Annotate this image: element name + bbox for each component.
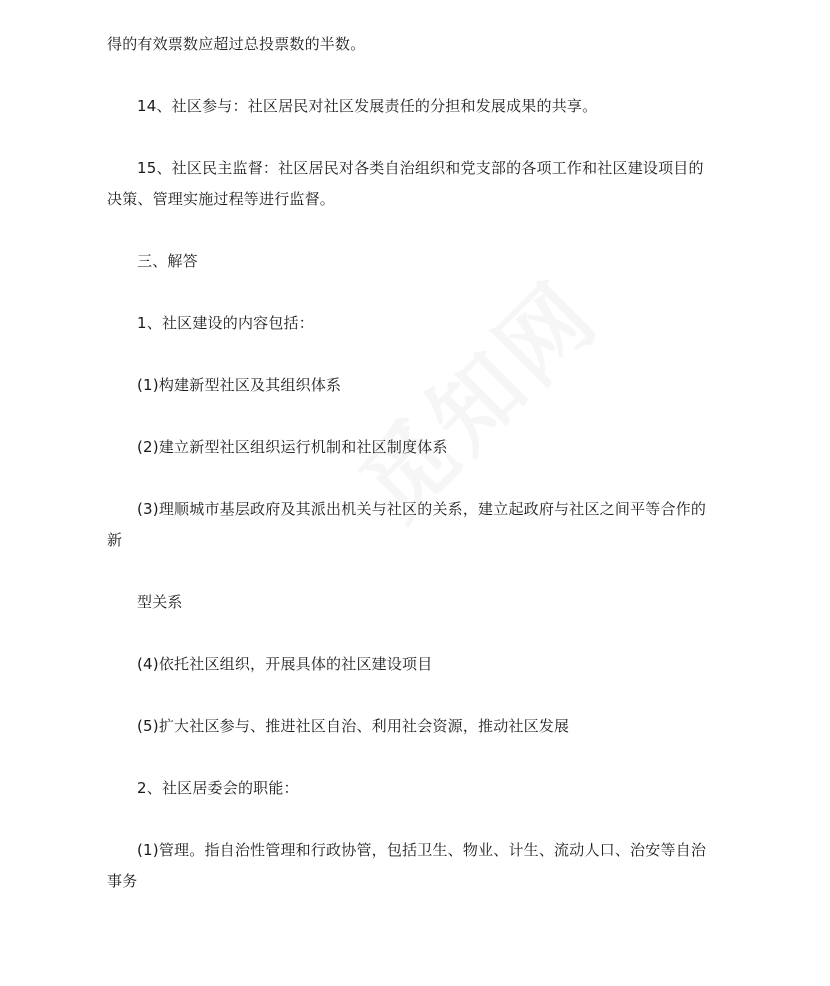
text-line: 15、社区民主监督：社区居民对各类自治组织和党支部的各项工作和社区建设项目的 [137,159,704,177]
text-line: 事务 [107,872,138,890]
question-heading: 2、社区居委会的职能： [137,779,299,797]
text-line: 决策、管理实施过程等进行监督。 [107,190,336,208]
list-item: (1)构建新型社区及其组织体系 [137,376,342,394]
list-item: (3)理顺城市基层政府及其派出机关与社区的关系，建立起政府与社区之间平等合作的 [137,500,707,518]
text-line: 型关系 [137,593,183,611]
text-line: 新 [107,531,123,549]
question-heading: 1、社区建设的内容包括： [137,314,314,332]
list-item: (1)管理。指自治性管理和行政协管，包括卫生、物业、计生、流动人口、治安等自治 [137,841,707,859]
list-item: (2)建立新型社区组织运行机制和社区制度体系 [137,438,448,456]
list-item: (4)依托社区组织，开展具体的社区建设项目 [137,655,433,673]
text-line: 14、社区参与：社区居民对社区发展责任的分担和发展成果的共享。 [137,97,598,115]
section-heading: 三、解答 [137,252,198,270]
list-item: (5)扩大社区参与、推进社区自治、利用社会资源，推动社区发展 [137,717,570,735]
text-line: 得的有效票数应超过总投票数的半数。 [107,35,366,53]
